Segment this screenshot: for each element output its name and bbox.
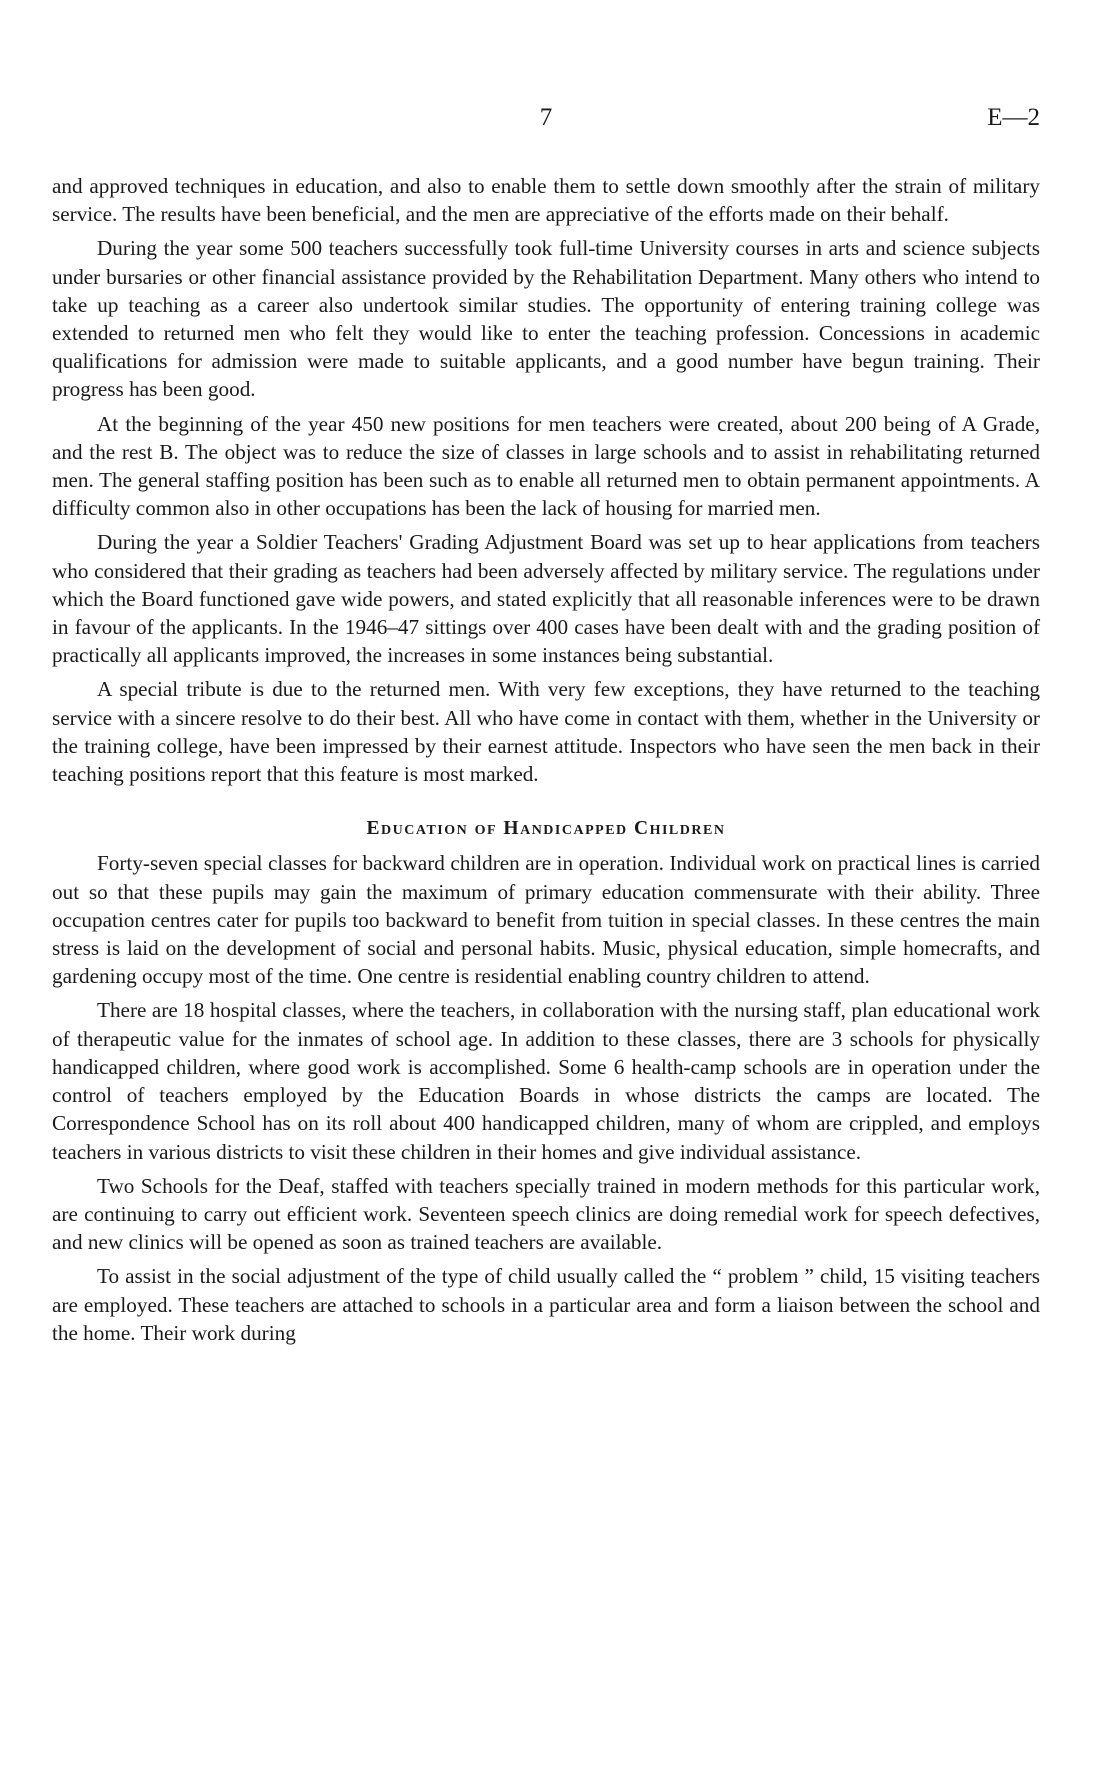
paragraph-special-classes: Forty-seven special classes for backward children are in operation. Individual work on practical lines is carried out so that these pupils may gain the maximum of primary education commensurate with their ability. Three occupation centres cater for pupils too backward to benefit from tuition in special classes. In these centres the main stress is laid on the development of social and personal habits. Music, physical education, simple homecrafts, and gardening occupy most of the time. One centre is residential enabling country children to attend. (52, 851, 1040, 989)
paragraph-grading-board: During the year a Soldier Teachers' Grading Adjustment Board was set up to hear applications from teachers who considered that their grading as teachers had been adversely affected by military service. The regulations under which the Board functioned gave wide powers, and stated explicitly that all reasonable inferences were to be drawn in favour of the applicants. In the 1946–47 sittings over 400 cases have been dealt with and the grading position of practically all applicants improved, the increases in some instances being substantial. (52, 530, 1040, 668)
paragraph-university-courses: During the year some 500 teachers successfully took full-time University courses in arts and science subjects under bursaries or other financial assistance provided by the Rehabilitation Department. Many others who intend to take up teaching as a career also undertook similar studies. The opportunity of entering training college was extended to returned men who felt they would like to enter the teaching profession. Concessions in academic qualifications for admission were made to suitable applicants, and a good number have begun training. Their progress has been good. (52, 236, 1040, 402)
paragraph-schools-for-deaf: Two Schools for the Deaf, staffed with teachers specially trained in modern methods for this particular work, are continuing to carry out efficient work. Seventeen speech clinics are doing remedial work for speech defectives, and new clinics will be opened as soon as trained teachers are available. (52, 1173, 1040, 1255)
paragraph-new-positions: At the beginning of the year 450 new positions for men teachers were created, about 200 being of A Grade, and the rest B. The object was to reduce the size of classes in large schools and to assist in rehabilitating returned men. The general staffing position has been such as to enable all returned men to obtain permanent appointments. A difficulty common also in other occupations has been the lack of housing for married men. (52, 411, 1040, 521)
section-heading: Education of Handicapped Children (366, 818, 726, 840)
body-text (52, 172, 1040, 1353)
paragraph-hospital-classes: There are 18 hospital classes, where the teachers, in collaboration with the nursing staff, plan educational work of therapeutic value for the inmates of school age. In addition to these classes, there are 3 schools for physically handicapped children, where good work is accomplished. Some 6 health-camp schools are in operation under the control of teachers employed by the Education Boards in whose districts the camps are located. The Correspondence School has on its roll about 400 handicapped children, many of whom are crippled, and employs teachers in various districts to visit these children in their homes and give individual assistance. (52, 998, 1040, 1164)
page-number: 7 (539, 104, 553, 131)
paragraph-continuation: and approved techniques in education, and also to enable them to settle down smoothly after the strain of military service. The results have been beneficial, and the men are appreciative of the efforts made on their behalf. (52, 174, 1040, 227)
paragraph-tribute: A special tribute is due to the returned men. With very few exceptions, they have returned to the teaching service with a sincere resolve to do their best. All who have come in contact with them, whether in the University or the training college, have been impressed by their earnest attitude. Inspectors who have seen the men back in their teaching positions report that this feature is most marked. (52, 677, 1040, 787)
document-reference: E—2 (987, 104, 1040, 131)
paragraph-visiting-teachers: To assist in the social adjustment of the type of child usually called the “ problem ” child, 15 visiting teachers are employed. These teachers are attached to schools in a particular area and form a liaison between the school and the home. Their work during (52, 1264, 1040, 1345)
page-header (52, 104, 1040, 136)
